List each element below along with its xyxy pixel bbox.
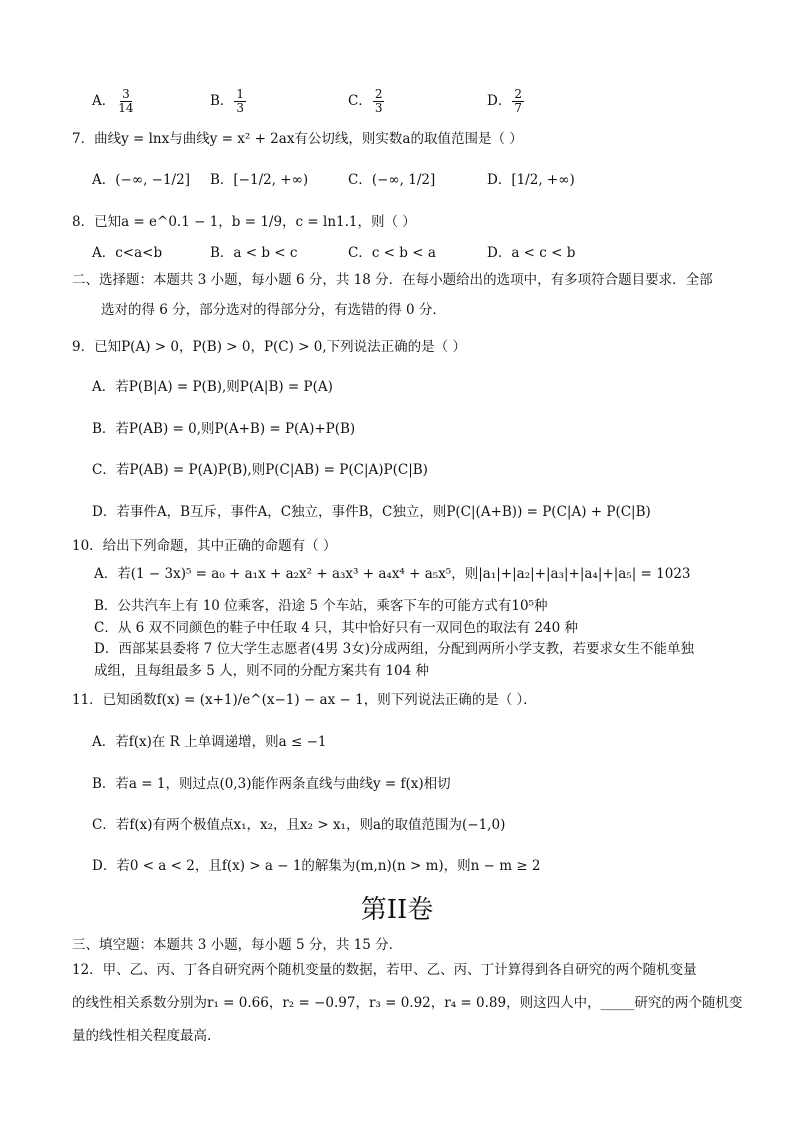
- part-2-title: 第II卷: [360, 895, 434, 925]
- fraction: $\frac{3}{14}$: [118, 87, 134, 115]
- q10-option-d-cont: 成组，且每组最多 5 人，则不同的分配方案共有 104 种: [94, 663, 430, 679]
- q7-option-a: A．(−∞, −1/2]: [92, 172, 190, 188]
- q10-option-b: B．公共汽车上有 10 位乘客，沿途 5 个车站，乘客下车的可能方式有10⁵种: [94, 598, 548, 614]
- q11-option-a: A．若f(x)在 R 上单调递增，则a ≤ −1: [92, 734, 327, 750]
- q9-stem: 9．已知P(A) > 0，P(B) > 0，P(C) > 0,下列说法正确的是（ ）: [72, 339, 466, 355]
- q11-stem: 11．已知函数f(x) = (x+1)/e^(x−1) − ax − 1，则下列说法正确的是（ ）．: [72, 692, 537, 708]
- section-2-heading-cont: 选对的得 6 分，部分选对的得部分分，有选错的得 0 分．: [101, 302, 446, 318]
- q6-option-a: A． $\frac{3}{14}$: [92, 87, 134, 115]
- q8-option-d: D．a < c < b: [487, 245, 576, 261]
- q6-option-c: C． $\frac{2}{3}$: [348, 87, 383, 115]
- q12-line-1: 12．甲、乙、丙、丁各自研究两个随机变量的数据，若甲、乙、丙、丁计算得到各自研究的两个随机变量: [72, 962, 697, 978]
- q11-option-b: B．若a = 1，则过点(0,3)能作两条直线与曲线y = f(x)相切: [92, 776, 451, 792]
- fraction: $\frac{2}{3}$: [374, 87, 383, 115]
- q9-option-a: A．若P(B|A) = P(B),则P(A|B) = P(A): [92, 379, 333, 395]
- q12-line-3: 量的线性相关程度最高.: [72, 1028, 212, 1044]
- q11-option-c: C．若f(x)有两个极值点x₁，x₂，且x₂ > x₁，则a的取值范围为(−1,0): [92, 817, 506, 833]
- q9-option-c: C．若P(AB) = P(A)P(B),则P(C|AB) = P(C|A)P(C|B): [92, 462, 428, 478]
- q7-stem: 7．曲线y = lnx与曲线y = x² + 2ax有公切线，则实数a的取值范围是（ ）: [72, 131, 523, 147]
- q10-option-a: A．若(1 − 3x)⁵ = a₀ + a₁x + a₂x² + a₃x³ + a₄x⁴ + a₅x⁵，则|a₁|+|a₂|+|a₃|+|a₄|+|a₅| = 1023: [94, 566, 691, 582]
- q10-option-d: D．西部某县委将 7 位大学生志愿者(4男 3女)分成两组，分配到两所小学支教，若要求女生不能单独: [94, 641, 694, 657]
- fraction: $\frac{1}{3}$: [236, 87, 245, 115]
- fraction: $\frac{2}{7}$: [514, 87, 522, 115]
- q9-option-b: B．若P(AB) = 0,则P(A+B) = P(A)+P(B): [92, 421, 356, 437]
- q7-option-c: C．(−∞, 1/2]: [348, 172, 436, 188]
- q10-option-c: C．从 6 双不同颜色的鞋子中任取 4 只，其中恰好只有一双同色的取法有 240 种: [94, 620, 579, 636]
- q6-option-b: B． $\frac{1}{3}$: [210, 87, 245, 115]
- section-3-heading: 三、填空题：本题共 3 小题，每小题 5 分，共 15 分．: [72, 937, 403, 953]
- q8-option-a: A．c<a<b: [92, 245, 163, 261]
- q11-option-d: D．若0 < a < 2，且f(x) > a − 1的解集为(m,n)(n > m)，则n − m ≥ 2: [92, 858, 541, 874]
- q8-stem: 8．已知a = e^0.1 − 1，b = 1/9，c = ln1.1，则（ ）: [72, 214, 416, 230]
- q8-option-c: C．c < b < a: [348, 245, 436, 261]
- q10-stem: 10．给出下列命题，其中正确的命题有（ ）: [72, 538, 337, 554]
- q12-line-2: 的线性相关系数分别为r₁ = 0.66，r₂ = −0.97，r₃ = 0.92，r₄ = 0.89，则这四人中，_____研究的两个随机变: [72, 995, 743, 1011]
- section-2-heading: 二、选择题：本题共 3 小题，每小题 6 分，共 18 分．在每小题给出的选项中，有多项符合题目要求．全部: [72, 272, 713, 288]
- q7-option-b: B．[−1/2, +∞): [210, 172, 309, 188]
- q7-option-d: D．[1/2, +∞): [487, 172, 575, 188]
- q8-option-b: B．a < b < c: [210, 245, 298, 261]
- q9-option-d: D．若事件A，B互斥，事件A，C独立，事件B，C独立，则P(C|(A+B)) = P(C|A) + P(C|B): [92, 504, 651, 520]
- q6-option-d: D． $\frac{2}{7}$: [487, 87, 522, 115]
